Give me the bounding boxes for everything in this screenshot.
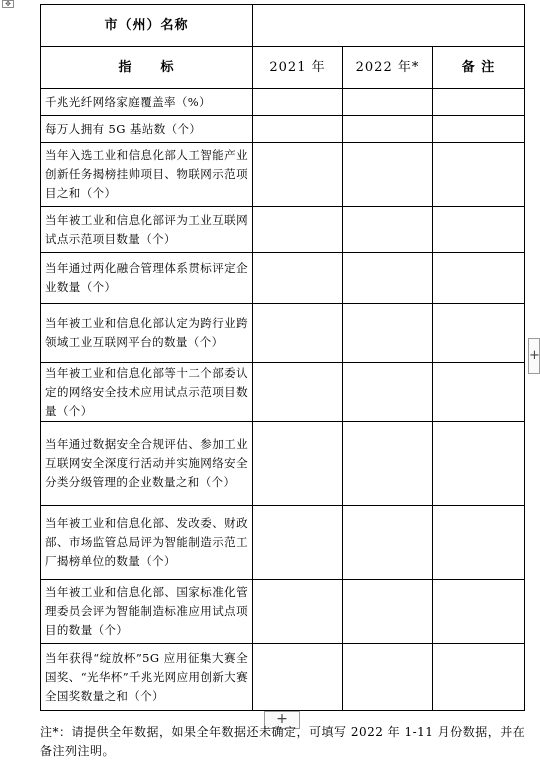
remarks-cell[interactable] <box>433 89 525 116</box>
value-2021-cell[interactable] <box>253 644 343 711</box>
table-row <box>41 506 525 580</box>
remarks-cell[interactable] <box>433 304 525 363</box>
table-row <box>41 580 525 644</box>
table-row-city <box>41 5 525 47</box>
table-row <box>41 116 525 143</box>
value-2021-cell[interactable] <box>253 422 343 506</box>
indicator-label: 当年入选工业和信息化部人工智能产业创新任务揭榜挂帅项目、物联网示范项目之和（个） <box>41 143 253 207</box>
value-2021-cell[interactable] <box>253 580 343 644</box>
indicator-label: 当年被工业和信息化部、国家标准化管理委员会评为智能制造标准应用试点项目的数量（个） <box>41 580 253 644</box>
remarks-cell[interactable] <box>433 253 525 304</box>
table-row <box>41 304 525 363</box>
table-row <box>41 207 525 253</box>
value-2022-cell[interactable] <box>343 644 433 711</box>
remarks-header: 备 注 <box>433 47 525 89</box>
value-2021-cell[interactable] <box>253 207 343 253</box>
table-row <box>41 422 525 506</box>
value-2022-cell[interactable] <box>343 506 433 580</box>
add-row-button[interactable]: + <box>264 711 300 729</box>
indicator-header: 指 标 <box>41 47 253 89</box>
indicator-table <box>40 4 525 711</box>
value-2021-cell[interactable] <box>253 253 343 304</box>
value-2021-cell[interactable] <box>253 116 343 143</box>
value-2022-cell[interactable] <box>343 89 433 116</box>
value-2022-cell[interactable] <box>343 253 433 304</box>
city-name-label: 市（州）名称 <box>41 5 253 47</box>
indicator-label: 当年通过数据安全合规评估、参加工业互联网安全深度行活动并实施网络安全分类分级管理的企业数量之和（个） <box>41 422 253 506</box>
table-row-header <box>41 47 525 89</box>
indicator-label: 千兆光纤网络家庭覆盖率（%） <box>41 89 253 116</box>
remarks-cell[interactable] <box>433 506 525 580</box>
value-2022-cell[interactable] <box>343 116 433 143</box>
table-row <box>41 363 525 422</box>
remarks-cell[interactable] <box>433 363 525 422</box>
table-row <box>41 644 525 711</box>
value-2021-cell[interactable] <box>253 143 343 207</box>
table-row <box>41 253 525 304</box>
value-2022-cell[interactable] <box>343 422 433 506</box>
remarks-cell[interactable] <box>433 580 525 644</box>
value-2021-cell[interactable] <box>253 506 343 580</box>
indicator-label: 当年被工业和信息化部等十二个部委认定的网络安全技术应用试点示范项目数量（个） <box>41 363 253 422</box>
indicator-label: 当年被工业和信息化部认定为跨行业跨领域工业互联网平台的数量（个） <box>41 304 253 363</box>
year-2022-header: 2022 年* <box>343 47 433 89</box>
indicator-label: 当年被工业和信息化部评为工业互联网试点示范项目数量（个） <box>41 207 253 253</box>
year-2021-header: 2021 年 <box>253 47 343 89</box>
footnote: 注*：请提供全年数据，如果全年数据还未确定，可填写 2022 年 1-11 月份数据，并在备注列注明。 <box>40 725 526 758</box>
table-row <box>41 89 525 116</box>
remarks-cell[interactable] <box>433 207 525 253</box>
value-2022-cell[interactable] <box>343 207 433 253</box>
value-2022-cell[interactable] <box>343 304 433 363</box>
indicator-label: 每万人拥有 5G 基站数（个） <box>41 116 253 143</box>
remarks-cell[interactable] <box>433 143 525 207</box>
remarks-cell[interactable] <box>433 644 525 711</box>
table-row <box>41 143 525 207</box>
value-2021-cell[interactable] <box>253 89 343 116</box>
table-move-handle[interactable]: ✥ <box>2 0 14 8</box>
value-2022-cell[interactable] <box>343 363 433 422</box>
value-2021-cell[interactable] <box>253 363 343 422</box>
value-2022-cell[interactable] <box>343 580 433 644</box>
indicator-label: 当年通过两化融合管理体系贯标评定企业数量（个） <box>41 253 253 304</box>
add-column-button[interactable]: + <box>528 338 540 374</box>
indicator-label: 当年被工业和信息化部、发改委、财政部、市场监管总局评为智能制造示范工厂揭榜单位的数量（个） <box>41 506 253 580</box>
value-2022-cell[interactable] <box>343 143 433 207</box>
remarks-cell[interactable] <box>433 422 525 506</box>
value-2021-cell[interactable] <box>253 304 343 363</box>
city-name-cell[interactable] <box>253 5 525 47</box>
remarks-cell[interactable] <box>433 116 525 143</box>
indicator-label: 当年获得“绽放杯”5G 应用征集大赛全国奖、“光华杯”千兆光网应用创新大赛全国奖数量之和（个） <box>41 644 253 711</box>
